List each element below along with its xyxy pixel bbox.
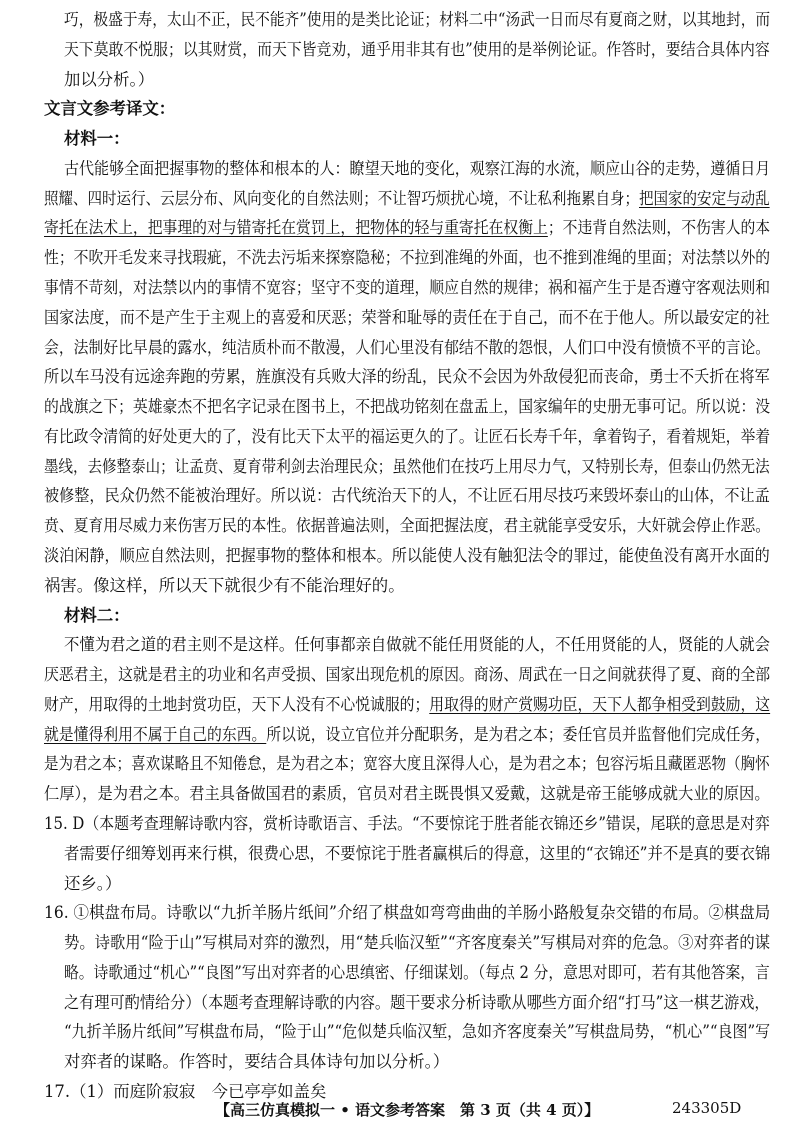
m2-line: 就是懂得利用不属于自己的东西。所以说，设立官位并分配职务，是为君之本；委任官员并监督他们完成任务， [44,724,771,744]
footer-title: 【高三仿真模拟一 • 语文参考答案 第 3 页（共 4 页）】 [215,1101,600,1119]
material-1-title: 材料一： [64,129,130,149]
intro-line: 加以分析。） [64,69,155,89]
q16-line: 16. ①棋盘布局。诗歌以“九折羊肠片纸间”介绍了棋盘如弯弯曲曲的羊肠小路般复杂交错的布局。②棋盘局 [44,903,771,923]
underlined-sentence: 寄托在法术上，把事理的对与错寄托在赏罚上，把物体的轻与重寄托在权衡上 [44,218,548,238]
q16-line: 势。诗歌用“险于山”写棋局对弈的激烈，用“楚兵临汉堑”“齐客度秦关”写棋局对弈的危急。③对弈者的谋 [64,933,771,953]
m2-line: 不懂为君之道的君主则不是这样。任何事都亲自做就不能任用贤能的人，不任用贤能的人，贤能的人就会 [64,635,770,655]
m1-line: 的战旗之下；英雄豪杰不把名字记录在图书上，不把战功铭刻在盘盂上，国家编年的史册无事可记。所以说：没 [44,397,771,417]
q16-line: “九折羊肠片纸间”写棋盘布局，“险于山”“危似楚兵临汉堑，急如齐客度秦关”写棋盘局势，“机心”“良图”写 [64,1022,771,1042]
m2-line: 是为君之本；喜欢谋略且不知倦怠，是为君之本；宽容大度且深得人心，是为君之本；包容污垢且藏匿恶物（胸怀 [44,754,770,774]
m1-line: 事情不苛刻，对法禁以内的事情不宽容；坚守不变的道理，顺应自然的规律；祸和福产生于是否遵守客观法则和 [44,278,771,297]
q15-line: 者需要仔细筹划再来行棋，很费心思，不要惊诧于胜者赢棋后的得意，这里的“衣锦还”并不是真的要衣锦 [64,843,771,863]
m1-line: 古代能够全面把握事物的整体和根本的人：瞭望天地的变化，观察江海的水流，顺应山谷的走势，遵循日月 [64,158,771,178]
underlined-sentence: 把国家的安定与动乱 [639,188,770,208]
m1-line: 所以车马没有远途奔跑的劳累，旌旗没有兵败大泽的纷乱，民众不会因为外敌侵犯而丧命，勇士不夭折在将军 [44,367,770,387]
m1-line: 贲、夏育用尽威力来伤害万民的本性。依据普遍法则，全面把握法度，君主就能享受安乐，大奸就会停止作恶。 [44,516,771,536]
m1-line: 被修整，民众仍然不能被治理好。所以说：古代统治天下的人，不让匠石用尽技巧来毁坏泰山的山体，不让孟 [44,486,770,506]
m1-line: 照耀、四时运行、云层分布、风向变化的自然法则；不让智巧烦扰心境，不让私利拖累自身；把国家的安定与动乱 [44,188,770,208]
m2-line: 财产，用取得的土地封赏功臣，天下人没有不心悦诚服的；用取得的财产赏赐功臣，天下人都争相受到鼓励，这 [44,694,771,714]
underlined-sentence: 用取得的财产赏赐功臣，天下人都争相受到鼓励，这 [429,694,771,714]
m1-line: 寄托在法术上，把事理的对与错寄托在赏罚上，把物体的轻与重寄托在权衡上；不违背自然法则，不伤害人的本 [44,218,771,238]
intro-line: 巧，极盛于寿，太山不正，民不能齐”使用的是类比论证；材料二中“汤武一日而尽有夏商之财，以其地封，而 [64,10,771,29]
m1-line: 祸害。像这样，所以天下就很少有不能治理好的。 [44,575,405,595]
underlined-sentence: 就是懂得利用不属于自己的东西。 [44,724,267,744]
q17-line: 17.（1）而庭阶寂寂 今已亭亭如盖矣 [44,1082,327,1101]
m1-line: 性；不吹开毛发来寻找瑕疵，不洗去污垢来探察隐秘；不拉到准绳的外面，也不推到准绳的里面；对法禁以外的 [44,248,771,268]
m2-line: 仁厚），是为君之本。君主具备做国君的素质，官员对君主既畏惧又爱戴，这就是帝王能够成就大业的原因。 [44,784,770,804]
q16-line: 对弈者的谋略。作答时，要结合具体诗句加以分析。） [64,1052,450,1072]
q16-line: 之有理可酌情给分）（本题考查理解诗歌的内容。题干要求分析诗歌从哪些方面介绍“打马”这一棋艺游戏， [64,992,770,1012]
q15-line: 还乡。） [64,873,122,893]
section-title: 文言文参考译文： [44,99,176,119]
intro-line: 天下莫敢不悦服；以其财赏，而天下皆竞劝，通乎用非其有也”使用的是举例论证。作答时，要结合具体内容 [64,39,770,59]
footer-code: 243305D [672,1099,742,1117]
m2-line: 厌恶君主，这就是君主的功业和名声受损、国家出现危机的原因。商汤、周武在一日之间就获得了夏、商的全部 [44,665,771,685]
q16-line: 略。诗歌通过“机心”“良图”写出对弈者的心思缜密、仔细谋划。（每点 2 分，意思对即可，若有其他答案，言 [64,962,770,982]
m1-line: 墨线，去修整泰山；让孟贲、夏育带利剑去治理民众；虽然他们在技巧上用尽力气，又特别长寿，但泰山仍然无法 [44,456,770,476]
m1-line: 淡泊闲静，顺应自然法则，把握事物的整体和根本。所以能使人没有触犯法令的罪过，能使鱼没有离开水面的 [44,546,770,565]
m1-line: 有比政令清简的好处更大的了，没有比天下太平的福运更久的了。让匠石长寿千年，拿着钩子，看着规矩，举着 [44,426,771,446]
material-2-title: 材料二： [64,605,130,625]
q15-line: 15. D（本题考查理解诗歌内容，赏析诗歌语言、手法。“不要惊诧于胜者能衣锦还乡”错误，尾联的意思是对弈 [44,814,770,833]
m1-line: 会，法制好比早晨的露水，纯洁质朴而不散漫，人们心里没有郁结不散的怨恨，人们口中没有愤愤不平的言论。 [44,337,771,357]
m1-line: 国家法度，而不是产生于主观上的喜爱和厌恶；荣誉和耻辱的责任在于自己，而不在于他人。所以最安定的社 [44,307,770,327]
